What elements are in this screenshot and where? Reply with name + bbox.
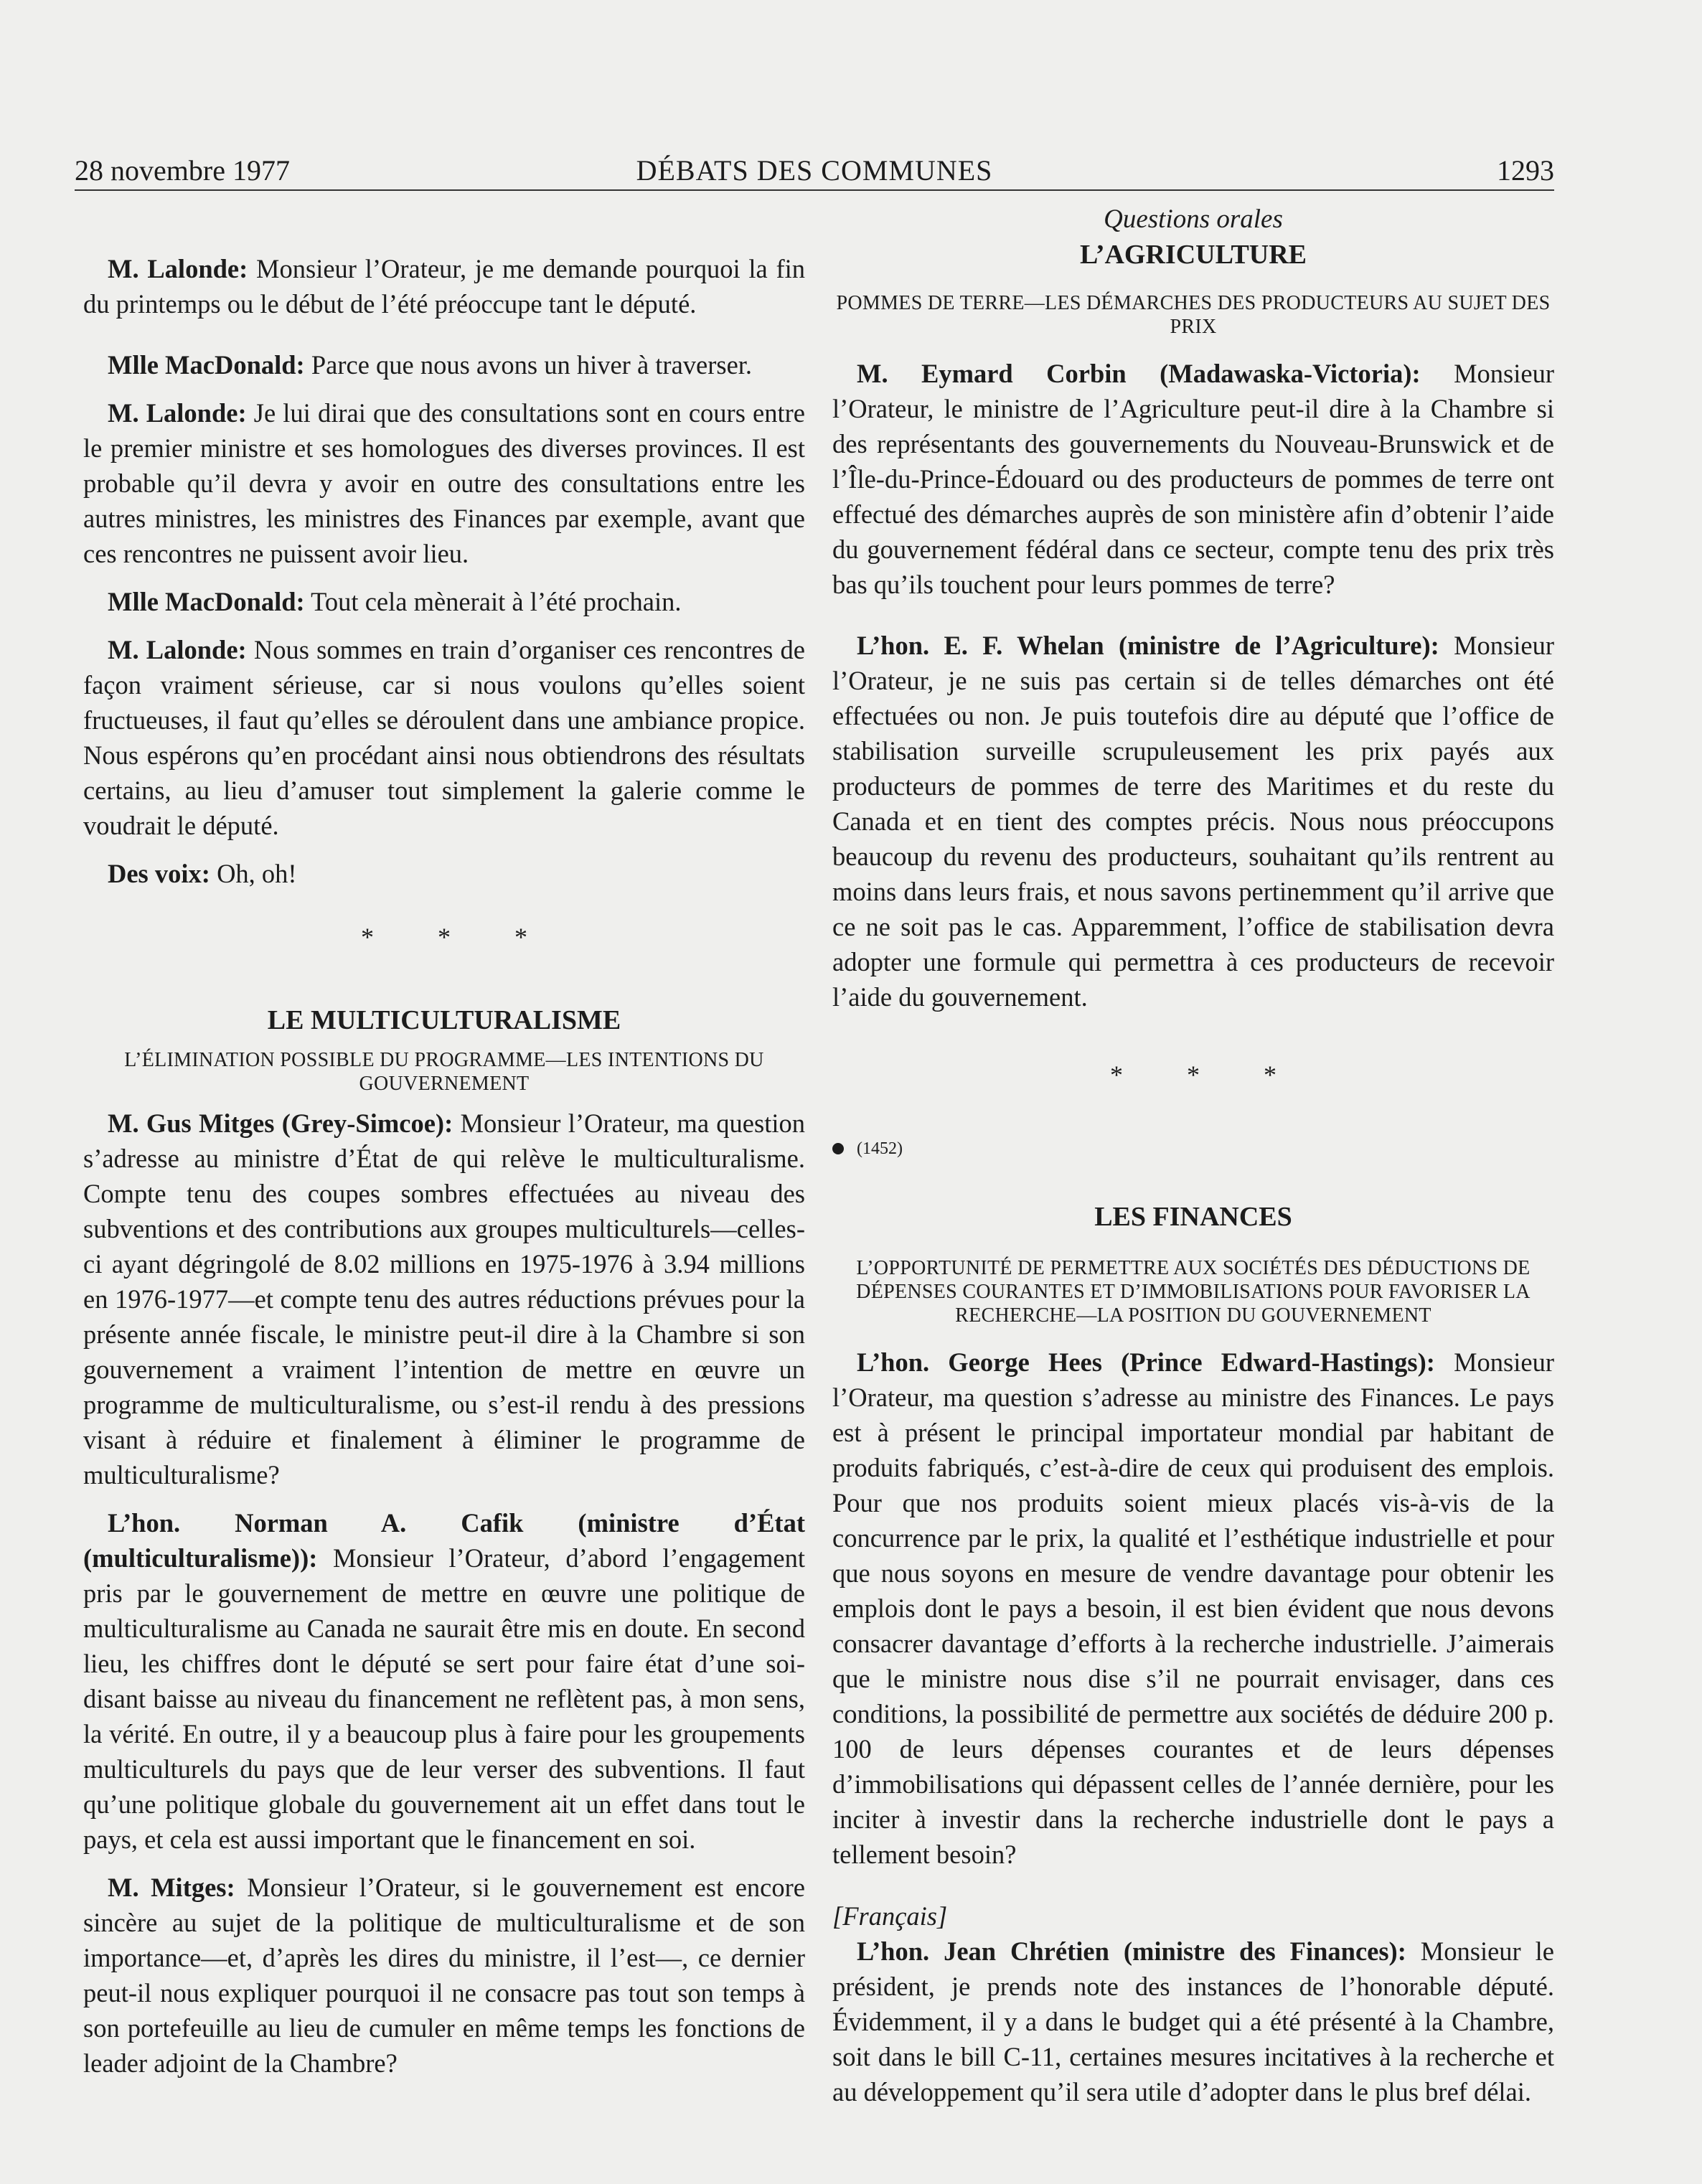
speech-text: Tout cela mènerait à l’été prochain. [304, 587, 682, 616]
speaker-name: M. Mitges: [108, 1873, 235, 1902]
speaker-name: M. Lalonde: [108, 635, 247, 664]
speaker-name: M. Gus Mitges (Grey-Simcoe): [108, 1109, 453, 1138]
speech-text: Je lui dirai que des consultations sont en cours entre le premier ministre et ses homologues des diverses provinces. Il est probable qu’il devra y avoir en outre des consultations entre les autres ministres, les ministres des Finances par exemple, avant que ces rencontres ne puissent avoir lieu. [83, 398, 805, 568]
paragraph [83, 1505, 805, 1857]
speech-text: Monsieur l’Orateur, le ministre de l’Agriculture peut-il dire à la Chambre si des représentants des gouvernements du Nouveau-Brunswick et de l’Île-du-Prince-Édouard ou des producteurs de pommes de terre ont effectué des démarches auprès de son ministère afin d’obtenir l’aide du gouvernement fédéral dans ce secteur, compte tenu des prix très bas qu’ils touchent pour leurs pommes de terre? [832, 359, 1555, 599]
paragraph [83, 856, 805, 891]
page-header [75, 152, 1554, 191]
language-tag [832, 1899, 1554, 1934]
time-marker-label: (1452) [857, 1139, 903, 1158]
left-column [83, 202, 805, 2081]
header-title: DÉBATS DES COMMUNES [636, 154, 993, 187]
speaker-name: L’hon. George Hees (Prince Edward-Hastings): [857, 1347, 1435, 1377]
bullet-dot-icon [832, 1143, 844, 1154]
paragraph [83, 584, 805, 619]
language-tag-text: [Français] [832, 1901, 948, 1931]
speech-text: Oh, oh! [210, 859, 297, 888]
paragraph [83, 395, 805, 571]
paragraph [83, 1870, 805, 2081]
speech-text: Parce que nous avons un hiver à traverser. [304, 350, 753, 380]
speech-text: Monsieur l’Orateur, ma question s’adresse au ministre des Finances. Le pays est à présent le principal importateur mondial par habitant de produits fabriqués, c’est-à-dire de ceux qui produisent des emplois. Pour que nos produits soient mieux placés vis-à-vis de la concurrence par le prix, la qualité et l’esthétique industrielle et pour que nous soyons en mesure de vendre davantage pour obtenir les emplois dont le pays a besoin, il est bien évident que nous devons consacrer davantage d’efforts à la recherche industrielle. J’aimerais que le ministre nous dise s’il ne pourrait envisager, dans ces conditions, la possibilité de permettre aux sociétés de déduire 200 p. 100 de leurs dépenses courantes et de leurs dépenses d’immobilisations qui dépassent celles de l’année dernière, pour les inciter à investir dans la recherche industrielle dont le pays a tellement besoin? [832, 1347, 1555, 1869]
right-column [832, 202, 1554, 2109]
section-title: LE MULTICULTURALISME [267, 1005, 621, 1035]
paragraph [832, 1934, 1554, 2109]
speaker-name: Mlle MacDonald: [108, 350, 305, 380]
header-date: 28 novembre 1977 [75, 154, 290, 187]
paragraph [83, 347, 805, 382]
paragraph [832, 628, 1554, 1015]
speech-text: Nous sommes en train d’organiser ces rencontres de façon vraiment sérieuse, car si nous voulons qu’elles soient fructueuses, il faut qu’elles se déroulent dans une ambiance propice. Nous espérons qu’en procédant ainsi nous obtiendrons des résultats certains, au lieu d’amuser tout simplement la galerie comme le voudrait le député. [83, 635, 805, 840]
speech-text: Monsieur l’Orateur, je ne suis pas certain si de telles démarches ont été effectuées ou non. Je puis toutefois dire au député que l’office de stabilisation surveille scrupuleusement les prix payés aux producteurs de pommes de terre des Maritimes et du reste du Canada et en tient des comptes précis. Nous nous préoccupons beaucoup du revenu des producteurs, souhaitant qu’ils rentrent au moins dans leurs frais, et nous savons pertinemment qu’il arrive que ce ne soit pas le cas. Apparemment, l’office de stabilisation devra adopter une formule qui permettra à ces producteurs de recevoir l’aide du gouvernement. [832, 631, 1554, 1012]
speaker-name: M. Eymard Corbin (Madawaska-Victoria): [857, 359, 1421, 388]
header-page-number: 1293 [1497, 154, 1554, 187]
speaker-name: L’hon. Jean Chrétien (ministre des Finances): [857, 1936, 1406, 1966]
speech-text: Monsieur l’Orateur, ma question s’adresse au ministre d’État de qui relève le multiculturalisme. Compte tenu des coupes sombres effectuées au niveau des subventions et des contributions aux groupes multiculturels—celles-ci ayant dégringolé de 8.02 millions en 1975-1976 à 3.94 millions en 1976-1977—et compte tenu des autres réductions prévues pour la présente année fiscale, le ministre peut-il dire à la Chambre si son gouvernement a vraiment l’intention de mettre en œuvre un programme de multiculturalisme, ou s’est-il rendu à des pressions visant à réduire et finalement à éliminer le programme de multiculturalisme? [83, 1109, 805, 1489]
section-title: L’AGRICULTURE [1079, 240, 1307, 270]
subheading: POMMES DE TERRE—LES DÉMARCHES DES PRODUCTEURS AU SUJET DES PRIX [836, 292, 1551, 338]
paragraph [832, 356, 1554, 602]
section-title: LES FINANCES [1094, 1202, 1292, 1232]
rubric-heading: Questions orales [1104, 204, 1283, 234]
speech-text: Monsieur l’Orateur, si le gouvernement est encore sincère au sujet de la politique de multiculturalisme et de son importance—et, d’après les dires du ministre, il l’est—, ce dernier peut-il nous expliquer pourquoi il ne consacre pas tout son temps à son portefeuille au lieu de cumuler en même temps les fonctions de leader adjoint de la Chambre? [83, 1873, 805, 2078]
speaker-name: M. Lalonde: [108, 254, 248, 283]
speaker-name: L’hon. E. F. Whelan (ministre de l’Agriculture): [857, 631, 1439, 660]
speaker-name: M. Lalonde: [108, 398, 247, 428]
speaker-name: Des voix: [108, 859, 210, 888]
speaker-name: L’hon. Norman A. Cafik (ministre d’État (multiculturalisme)): [83, 1508, 805, 1573]
speaker-name: Mlle MacDonald: [108, 587, 305, 616]
time-marker [832, 1134, 1554, 1163]
section-separator: * * * [361, 923, 556, 951]
subheading: L’ÉLIMINATION POSSIBLE DU PROGRAMME—LES INTENTIONS DU GOUVERNEMENT [124, 1049, 764, 1095]
subheading: L’OPPORTUNITÉ DE PERMETTRE AUX SOCIÉTÉS DES DÉDUCTIONS DE DÉPENSES COURANTES ET D’IMMOBILISATIONS POUR FAVORISER LA RECHERCHE—LA POSITION DU GOUVERNEMENT [856, 1257, 1531, 1327]
paragraph [832, 1345, 1554, 1872]
paragraph [83, 632, 805, 843]
section-separator: * * * [1110, 1060, 1305, 1089]
paragraph [83, 1106, 805, 1492]
speech-text: Monsieur l’Orateur, je me demande pourquoi la fin du printemps ou le début de l’été préoccupe tant le député. [83, 254, 805, 319]
speech-text: Monsieur l’Orateur, d’abord l’engagement pris par le gouvernement de mettre en œuvre une politique de multiculturalisme au Canada ne saurait être mis en doute. En second lieu, les chiffres dont le député se sert pour faire état d’une soi-disant baisse au niveau du financement ne reflètent pas, à mon sens, la vérité. En outre, il y a beaucoup plus à faire pour les groupements multiculturels du pays que de leur verser des subventions. Il faut qu’une politique globale du gouvernement ait un effet dans tout le pays, et cela est aussi important que le financement en soi. [83, 1543, 805, 1854]
speech-text: Monsieur le président, je prends note des instances de l’honorable député. Évidemment, il y a dans le budget qui a été présenté à la Chambre, soit dans le bill C-11, certaines mesures incitatives à la recherche et au développement qu’il sera utile d’adopter dans le plus bref délai. [832, 1936, 1554, 2107]
paragraph [83, 251, 805, 321]
